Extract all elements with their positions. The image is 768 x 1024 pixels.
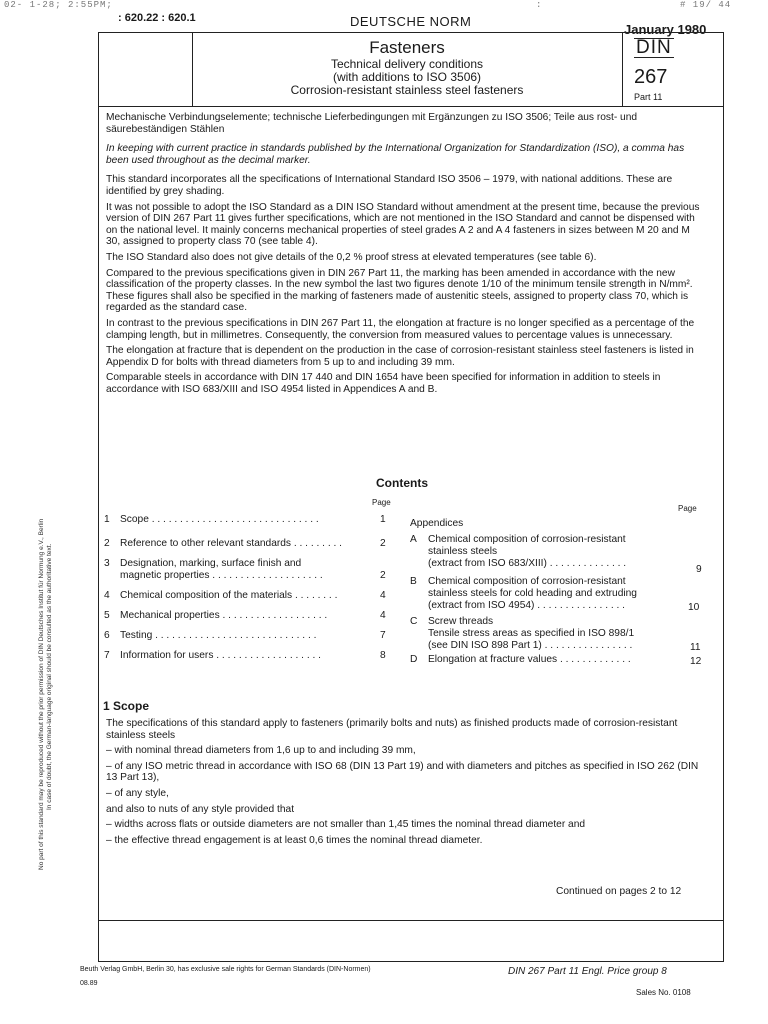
din-number: 267 [634, 66, 668, 88]
appendix-line: Screw threads [428, 616, 494, 627]
toc-page: 7 [380, 630, 386, 641]
page-label-left: Page [372, 498, 391, 507]
appendix-line: Tensile stress areas as specified in ISO 898/1 [428, 628, 635, 639]
appendix-letter: C [410, 616, 418, 627]
document-reference: DIN 267 Part 11 Engl. Price group 8 [508, 966, 667, 977]
side-notice-line-2: In case of doubt, the German-language original should be consulted as the authoritative text. [46, 543, 53, 810]
toc-entry: 7 Information for users . . . . . . . . . . . . . . . . . . . [104, 650, 321, 661]
title-left-cell [98, 32, 193, 107]
classification-number: : 620.22 : 620.1 [118, 12, 196, 24]
appendix-line: (extract from ISO 4954) . . . . . . . . . . . . . . . . [428, 600, 626, 611]
scope-bullet: – widths across flats or outside diameters are not smaller than 1,45 times the nominal thread diameter and [106, 819, 586, 831]
intro-paragraph-3: The ISO Standard also does not give details of the 0,2 % proof stress at elevated temperatures (see table 6). [106, 251, 597, 263]
appendix-line: stainless steels [428, 546, 498, 557]
scope-bullet: – of any style, [106, 787, 169, 799]
fax-header-right: # 19/ 44 [680, 0, 732, 10]
appendix-letter: A [410, 534, 417, 545]
fax-header-mid: : [536, 0, 542, 10]
toc-entry: 1 Scope . . . . . . . . . . . . . . . . . . . . . . . . . . . . . . [104, 514, 319, 525]
toc-left [104, 514, 394, 674]
subtitle-line-1: Technical delivery conditions [330, 57, 484, 71]
appendices-label: Appendices [410, 518, 464, 529]
page-label-right: Page [678, 504, 697, 513]
footer-divider [98, 920, 724, 921]
intro-paragraph-7: Comparable steels in accordance with DIN 17 440 and DIN 1654 have been specified for information in addition to steels in accordance with ISO 683/XIII and ISO 4954 listed in Appendices A and B. [106, 372, 661, 395]
scope-bullet: – of any ISO metric thread in accordance with ISO 68 (DIN 13 Part 19) and with diameters and pitches as specified in ISO 262 (DIN 13 Part 13), [106, 760, 699, 784]
toc-entry: 4 Chemical composition of the materials . . . . . . . . [104, 590, 338, 601]
toc-right [410, 518, 710, 678]
appendix-line: Chemical composition of corrosion-resistant [428, 576, 626, 587]
intro-paragraph-6: The elongation at fracture that is dependent on the production in the case of corrosion-resistant stainless steel fasteners is listed in Appendix D for bolts with thread diameters from 5 up to and including 39 mm. [106, 345, 694, 368]
subtitle-line-2: (with additions to ISO 3506) [332, 70, 482, 84]
toc-page: 11 [690, 642, 701, 653]
document-title: Fasteners [369, 38, 445, 57]
german-title: Mechanische Verbindungselemente; technische Lieferbedingungen mit Ergänzungen zu ISO 3506; Teile aus rost- und säurebeständigen Stählen [106, 112, 638, 135]
toc-entry: 6 Testing . . . . . . . . . . . . . . . . . . . . . . . . . . . . . [104, 630, 317, 641]
appendix-line: Chemical composition of corrosion-resistant [428, 534, 626, 545]
scope-intro: The specifications of this standard apply to fasteners (primarily bolts and nuts) as finished products made of corrosion-resistant stainless steels [106, 718, 678, 741]
side-notice-line-1: No part of this standard may be reproduced without the prior permission of DIN Deutsches Institut für Normung e.V., Berlin [38, 518, 45, 870]
scope-bullet: – the effective thread engagement is at least 0,6 times the nominal thread diameter. [106, 834, 483, 846]
din-block [622, 32, 724, 107]
toc-page: 1 [380, 514, 386, 525]
appendix-line: (extract from ISO 683/XIII) . . . . . . . . . . . . . . [428, 558, 627, 569]
toc-entry-cont: magnetic properties . . . . . . . . . . . . . . . . . . . . [120, 570, 323, 581]
toc-page: 9 [696, 564, 702, 575]
fax-header-left: 02- 1-28; 2:55PM; [4, 0, 113, 10]
scope-section [106, 718, 704, 850]
norm-header: DEUTSCHE NORM [350, 14, 472, 29]
subtitle-line-3: Corrosion-resistant stainless steel fasteners [290, 83, 524, 97]
issue-date: January 1980 [624, 22, 707, 37]
toc-page: 4 [380, 590, 386, 601]
toc-entry: 5 Mechanical properties . . . . . . . . . . . . . . . . . . . [104, 610, 328, 621]
scope-bullet: – with nominal thread diameters from 1,6 up to and including 39 mm, [106, 745, 416, 757]
appendix-letter: B [410, 576, 417, 587]
din-logo: DIN [636, 37, 672, 58]
toc-page: 2 [380, 538, 386, 549]
intro-paragraph-5: In contrast to the previous specifications in DIN 267 Part 11, the elongation at fracture is no longer specified as a percentage of the clamping length, but in millimetres. Consequently, the conversion from measured values to percentage values is unnecessary. [106, 317, 695, 341]
appendix-letter: D [410, 654, 418, 665]
title-block [192, 32, 623, 107]
toc-page: 12 [690, 656, 702, 667]
toc-page: 4 [380, 610, 386, 621]
publisher-note: Beuth Verlag GmbH, Berlin 30, has exclusive sale rights for German Standards (DIN-Normen) [80, 966, 371, 973]
din-part: Part 11 [634, 92, 663, 102]
toc-entry: 3 Designation, marking, surface finish and [104, 558, 302, 569]
appendix-line: stainless steels for cold heading and extruding [428, 588, 637, 599]
continued-note: Continued on pages 2 to 12 [556, 886, 682, 897]
intro-section [106, 112, 704, 399]
copyright-side-notice [38, 270, 54, 870]
sales-number: Sales No. 0108 [636, 988, 691, 997]
scope-and: and also to nuts of any style provided that [106, 803, 295, 815]
intro-paragraph-2: It was not possible to adopt the ISO Standard as a DIN ISO Standard without amendment at the present time, because the previous version of DIN 267 Part 11 gives further specifications, which are not mentioned in the ISO Standard and cannot be dispensed with on the national level. It mainly concerns mechanical properties of steel grades A 2 and A 4 fasteners in sizes between M 20 and M 30, assigned to property class 70 (see table 4). [106, 201, 700, 248]
intro-paragraph-4: Compared to the previous specifications given in DIN 267 Part 11, the marking has been amended in accordance with the new classification of the property classes. In the new symbol the last two figures denote 1/10 of the minimum tensile strength in N/mm². These figures shall also be specified in the marking of fasteners made of austenitic steels, assigned to property class 70, which is regarded as the standard case. [106, 267, 693, 314]
iso-note: In keeping with current practice in standards published by the International Organization for Standardization (ISO), a comma has been used throughout as the decimal marker. [106, 143, 685, 166]
contents-heading: Contents [376, 476, 428, 490]
intro-paragraph-1: This standard incorporates all the specifications of International Standard ISO 3506 – 1979, with national additions. These are identified by grey shading. [106, 174, 673, 197]
toc-page: 8 [380, 650, 386, 661]
toc-entry: 2 Reference to other relevant standards . . . . . . . . . [104, 538, 342, 549]
appendix-line: (see DIN ISO 898 Part 1) . . . . . . . . . . . . . . . . [428, 640, 633, 651]
edition-date: 08.89 [80, 980, 98, 987]
toc-page: 10 [688, 602, 700, 613]
appendix-line: Elongation at fracture values . . . . . . . . . . . . . [428, 654, 631, 665]
scope-heading: 1 Scope [103, 699, 150, 713]
toc-page: 2 [380, 570, 386, 581]
